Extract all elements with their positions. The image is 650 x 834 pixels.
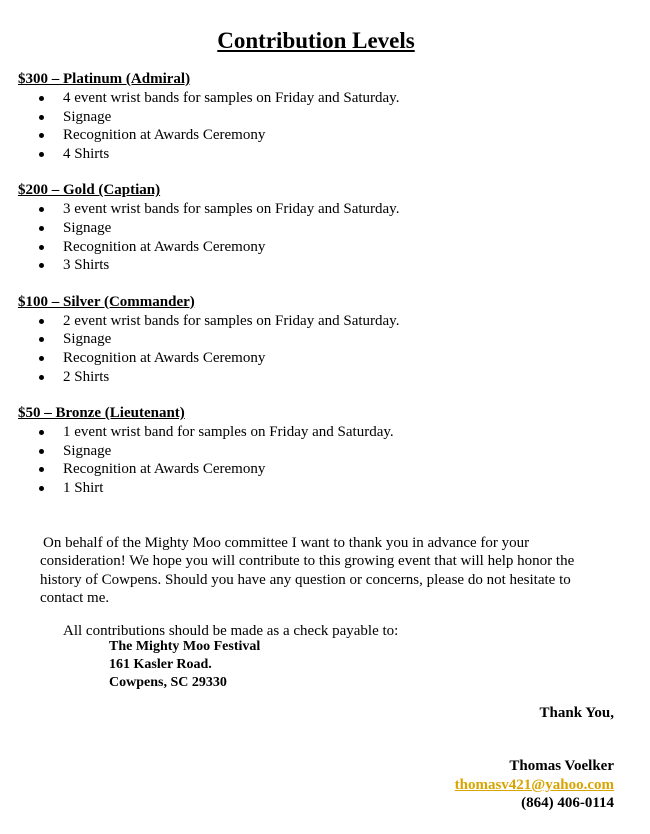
address-city: Cowpens, SC 29330 xyxy=(109,675,227,690)
signoff: Thank You, xyxy=(539,705,614,721)
mailing-address xyxy=(109,638,260,692)
level-heading: $300 – Platinum (Admiral) xyxy=(18,71,191,87)
level-bronze xyxy=(18,404,618,497)
perk-item: 3 Shirts xyxy=(18,256,618,275)
perk-item: Recognition at Awards Ceremony xyxy=(18,349,618,368)
perk-list xyxy=(18,200,618,274)
perk-item: 4 Shirts xyxy=(18,145,618,164)
perk-item: Signage xyxy=(18,219,618,238)
perk-item: Signage xyxy=(18,442,618,461)
perk-item: 4 event wrist bands for samples on Friday and Saturday. xyxy=(18,89,618,108)
contact-name: Thomas Voelker xyxy=(509,758,614,774)
perk-item: Signage xyxy=(18,108,618,127)
perk-item: 2 event wrist bands for samples on Friday and Saturday. xyxy=(18,312,618,331)
page-title: Contribution Levels xyxy=(217,28,415,53)
perk-item: 1 event wrist band for samples on Friday and Saturday. xyxy=(18,423,618,442)
address-street: 161 Kasler Road. xyxy=(109,657,212,672)
signature-block xyxy=(455,757,614,813)
perk-item: Recognition at Awards Ceremony xyxy=(18,460,618,479)
address-name: The Mighty Moo Festival xyxy=(109,639,261,654)
perk-item: Recognition at Awards Ceremony xyxy=(18,126,618,145)
level-heading: $50 – Bronze (Lieutenant) xyxy=(18,405,185,422)
level-heading: $200 – Gold (Captian) xyxy=(18,182,161,199)
perk-item: 2 Shirts xyxy=(18,368,618,387)
perk-item: Signage xyxy=(18,330,618,349)
level-platinum xyxy=(18,70,618,163)
perk-list xyxy=(18,312,618,386)
contribution-levels xyxy=(18,70,618,516)
perk-item: 3 event wrist bands for samples on Friday and Saturday. xyxy=(18,200,618,219)
level-heading: $100 – Silver (Commander) xyxy=(18,293,195,310)
thank-you-message: On behalf of the Mighty Moo committee I want to thank you in advance for your consideration! We hope you will contribute to this growing event that will help honor the history of Cowpens. Should you have any question or concerns, please do not hesitate to contact me. xyxy=(40,535,575,607)
perk-item: Recognition at Awards Ceremony xyxy=(18,238,618,257)
perk-item: 1 Shirt xyxy=(18,479,618,498)
perk-list xyxy=(18,423,618,497)
email-link[interactable]: thomasv421@yahoo.com xyxy=(454,776,614,793)
perk-list xyxy=(18,89,618,163)
level-gold xyxy=(18,181,618,274)
contact-phone: (864) 406-0114 xyxy=(521,795,614,811)
payable-note: All contributions should be made as a check payable to: xyxy=(63,623,399,639)
level-silver xyxy=(18,293,618,386)
